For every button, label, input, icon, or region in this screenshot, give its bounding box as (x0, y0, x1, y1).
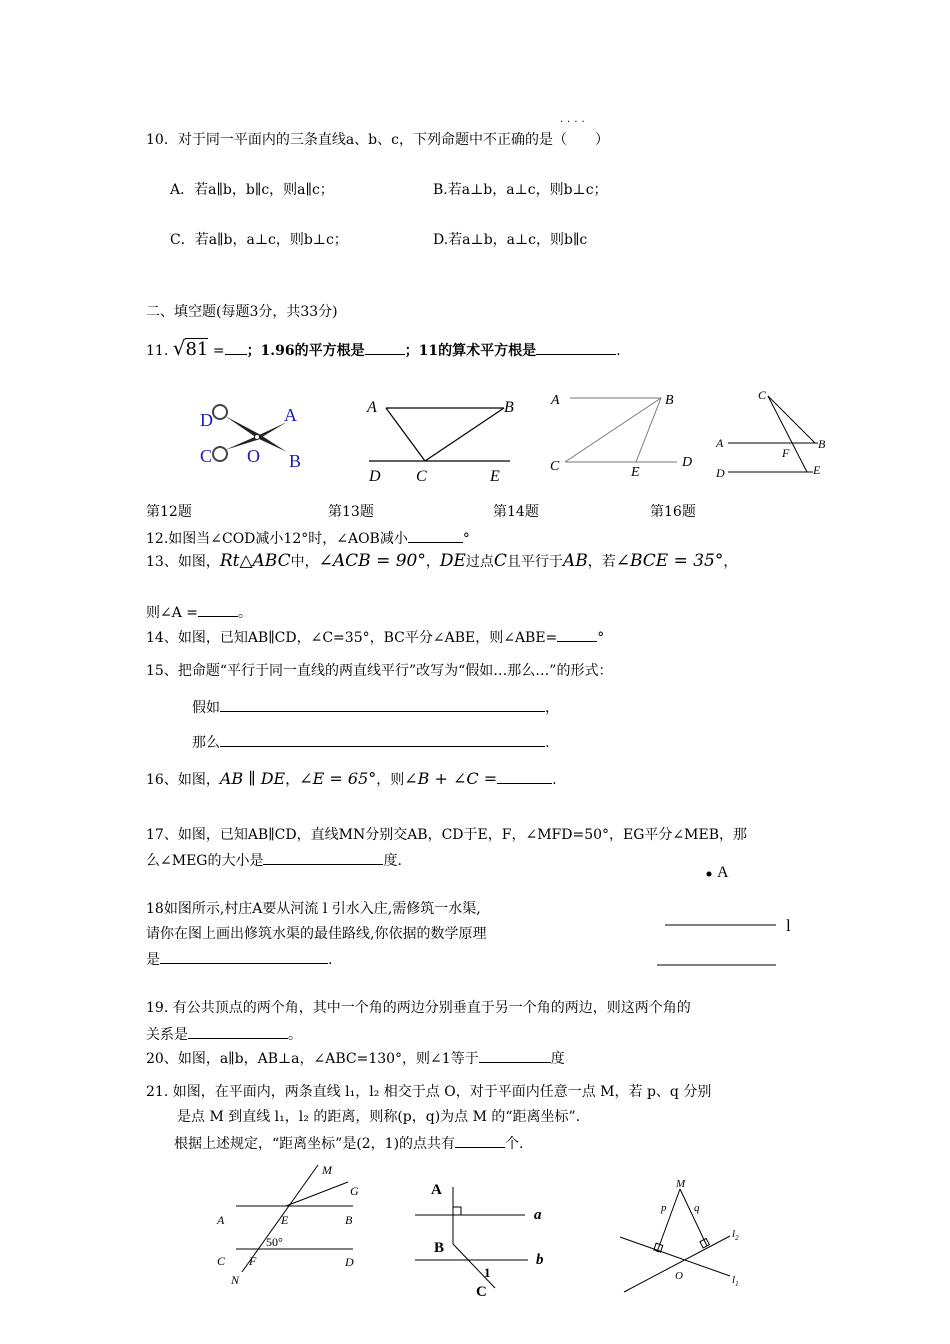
scissor-ring (213, 447, 227, 461)
label-E: E (490, 468, 500, 485)
label-D: D (200, 410, 213, 430)
label-B: B (434, 1240, 445, 1256)
q18-line3 (146, 949, 332, 969)
q11-text3: ；11的算术平方根是 (404, 343, 537, 359)
q18-end: . (328, 952, 333, 968)
q16-sep: ， (285, 772, 300, 788)
q13-line1 (146, 552, 737, 571)
label-A: A (716, 436, 724, 450)
label-C: C (476, 1284, 487, 1300)
ray-EG (286, 1182, 348, 1206)
q21-end: 个. (505, 1136, 524, 1152)
q15-stem: 15、把命题“平行于同一直线的两直线平行”改写为“假如…那么…”的形式： (146, 663, 613, 679)
q14-end: ° (597, 630, 605, 646)
label-C: C (550, 459, 560, 474)
label-C: C (416, 468, 427, 485)
q15-if (192, 697, 559, 717)
q15-if-label: 假如 (192, 700, 220, 716)
segment-BE (636, 398, 661, 462)
section-title: 二、填空题(每题3分，共33分) (146, 304, 338, 320)
q13-then: 则∠A = (146, 605, 199, 621)
answer-blank[interactable] (479, 1048, 551, 1063)
q14-text: 14、如图，已知AB∥CD，∠C=35°，BC平分∠ABE，则∠ABE= (146, 630, 558, 646)
ab-parallel-de: AB ∥ DE (219, 769, 286, 788)
label-E: E (813, 463, 821, 477)
answer-blank[interactable] (225, 340, 247, 355)
right-angle-mark (700, 1238, 709, 1247)
segment-p (657, 1189, 680, 1252)
answer-blank[interactable] (198, 602, 238, 617)
q13-line2 (146, 602, 252, 622)
angle-e: ∠E = 65° (299, 769, 377, 788)
answer-blank[interactable] (160, 949, 328, 964)
label-q: q (694, 1202, 700, 1214)
q10-option-d: D.若a⊥b，a⊥c，则b∥c (433, 232, 588, 248)
q10-option-a: A．若a∥b，b∥c，则a∥c； (170, 182, 334, 198)
angle-bce: ∠BCE = 35° (615, 551, 724, 571)
q21-line3 (174, 1133, 524, 1153)
label-A: A (284, 405, 297, 425)
label-B: B (665, 393, 674, 408)
answer-blank[interactable] (220, 697, 545, 712)
q12-end: ° (462, 531, 470, 547)
rt-triangle: Rt△ABC (219, 551, 291, 571)
q11-end: . (616, 343, 621, 359)
label-p: p (661, 1202, 667, 1214)
q18-line1: 18如图所示,村庄A要从河流 l 引水入庄,需修筑一水渠, (146, 901, 481, 917)
q20-end: 度 (550, 1051, 565, 1067)
figure-14 (548, 388, 708, 483)
segment-CB (768, 396, 815, 443)
subscript-1: 1 (735, 1280, 739, 1288)
q16-end: . (552, 772, 557, 788)
q12-text: 12.如图当∠COD减小12°时，∠AOB减小 (146, 531, 408, 547)
label-O: O (675, 1270, 683, 1282)
q11-text2: ；1.96的平方根是 (246, 343, 365, 359)
label-D: D (716, 466, 725, 480)
label-O: O (247, 446, 260, 466)
label-D: D (682, 455, 693, 470)
answer-blank[interactable] (557, 627, 597, 642)
sqrt-symbol: √ (172, 336, 186, 360)
label-M: M (322, 1163, 332, 1177)
q19-line1: 19. 有公共顶点的两个角，其中一个角的两边分别垂直于另一个角的两边，则这两个角的 (146, 1000, 691, 1016)
q13-pre: 13、如图， (146, 554, 220, 570)
scissor-ring (213, 405, 227, 419)
q17-line2 (146, 850, 402, 870)
segment-BC (565, 398, 661, 462)
label-1: 1 (484, 1265, 491, 1280)
label-D: D (345, 1255, 354, 1269)
q13-through: 过点 (465, 554, 494, 570)
answer-blank[interactable] (536, 340, 616, 355)
label-E: E (281, 1213, 289, 1227)
label-N: N (231, 1273, 240, 1287)
angle-sum: ∠B + ∠C = (404, 769, 498, 788)
angle-acb: ∠ACB = 90° (318, 551, 426, 571)
answer-blank[interactable] (263, 850, 383, 865)
figure-21 (610, 1175, 770, 1300)
answer-blank[interactable] (497, 769, 552, 784)
answer-blank[interactable] (188, 1024, 288, 1039)
q18-line2: 请你在图上画出修筑水渠的最佳路线,你依据的数学原理 (146, 926, 487, 942)
label-C: C (217, 1254, 226, 1268)
label-B: B (289, 451, 302, 471)
segment-de: DE (439, 551, 466, 571)
label-l: l (786, 916, 791, 935)
q15-then (192, 732, 549, 752)
emphasis-dots: ···· (560, 117, 589, 128)
q21-text: 根据上述规定，“距离坐标”是(2，1)的点共有 (174, 1136, 456, 1152)
label-a: a (534, 1207, 542, 1223)
q10-option-c: C．若a∥b，a⊥c，则b⊥c； (170, 232, 348, 248)
segment-ab: AB (562, 551, 588, 571)
answer-blank[interactable] (220, 732, 545, 747)
label-A: A (717, 864, 729, 881)
q13-mid: 中， (290, 554, 319, 570)
q12 (146, 528, 470, 548)
figure-18 (655, 855, 805, 970)
q17-end: 度. (383, 853, 402, 869)
subscript-2: 2 (735, 1234, 739, 1242)
q11-eq: = (212, 343, 225, 359)
q13-end: 。 (238, 605, 253, 621)
label-l1: $l_1$ (732, 1274, 739, 1288)
caption-q16: 第16题 (650, 504, 696, 520)
q19-end: 。 (288, 1027, 302, 1043)
segment-CE (768, 396, 807, 472)
q21-line1: 21. 如图，在平面内，两条直线 l₁，l₂ 相交于点 O，对于平面内任意一点 M，若 p、q 分别 (146, 1084, 712, 1100)
q20 (146, 1048, 565, 1068)
segment-AC (386, 408, 425, 461)
figure-17 (210, 1160, 375, 1295)
segment-BC (425, 408, 504, 461)
q19-line2 (146, 1024, 302, 1044)
q13-comma: ， (723, 554, 738, 570)
figure-13 (365, 395, 525, 490)
label-E: E (631, 465, 640, 480)
answer-blank[interactable] (365, 340, 405, 355)
label-C: C (758, 388, 767, 402)
q15-then-end: . (545, 735, 550, 751)
label-B: B (818, 437, 826, 451)
scissor-pivot (255, 435, 260, 440)
figure-20 (410, 1170, 560, 1300)
label-D: D (369, 468, 381, 485)
q10-stem: 10．对于同一平面内的三条直线a、b、c，下列命题中不正确的是（ ） (146, 132, 609, 148)
q15-if-end: ， (545, 700, 559, 716)
q16 (146, 769, 557, 789)
q17-line1: 17、如图，已知AB∥CD，直线MN分别交AB，CD于E，F，∠MFD=50°，EG平分∠MEB，那 (146, 827, 747, 843)
figure-16 (712, 385, 832, 485)
q13-if: ，若 (587, 554, 616, 570)
label-A: A (431, 1182, 442, 1198)
label-F: F (249, 1254, 257, 1268)
right-angle-mark (453, 1207, 461, 1215)
village-point (707, 872, 712, 877)
q19-text: 关系是 (146, 1027, 188, 1043)
radicand: 81 (185, 339, 209, 360)
label-A: A (551, 393, 560, 408)
segment-q (680, 1189, 707, 1246)
q16-mid: ，则 (376, 772, 405, 788)
label-A: A (217, 1213, 225, 1227)
q13-parallel: 且平行于 (506, 554, 563, 570)
q20-text: 20、如图，a∥b，AB⊥a，∠ABC=130°，则∠1等于 (146, 1051, 479, 1067)
label-M: M (676, 1178, 686, 1190)
label-A: A (367, 399, 377, 416)
label-B: B (345, 1213, 353, 1227)
label-G: G (350, 1184, 359, 1198)
label-b: b (536, 1252, 544, 1268)
figure-12 (195, 400, 315, 470)
q17-text: 么∠MEG的大小是 (146, 853, 264, 869)
answer-blank[interactable] (408, 528, 463, 543)
label-angle: 50° (266, 1235, 283, 1249)
q16-pre: 16、如图， (146, 772, 220, 788)
label-B: B (504, 399, 514, 416)
label-F: F (782, 446, 790, 460)
point-c: C (493, 551, 507, 571)
caption-q14: 第14题 (493, 504, 539, 520)
q11 (146, 336, 621, 360)
q14 (146, 627, 604, 647)
q11-prefix: 11. (146, 343, 169, 359)
label-l2: $l_2$ (732, 1228, 739, 1242)
answer-blank[interactable] (455, 1133, 505, 1148)
q13-sep: ， (425, 554, 440, 570)
caption-q12: 第12题 (146, 504, 192, 520)
caption-q13: 第13题 (328, 504, 374, 520)
label-C: C (200, 446, 213, 466)
q18-is: 是 (146, 952, 160, 968)
q10-option-b: B.若a⊥b，a⊥c，则b⊥c； (433, 182, 608, 198)
q15-then-label: 那么 (192, 735, 220, 751)
q21-line2: 是点 M 到直线 l₁，l₂ 的距离，则称(p，q)为点 M 的“距离坐标”． (177, 1109, 590, 1125)
